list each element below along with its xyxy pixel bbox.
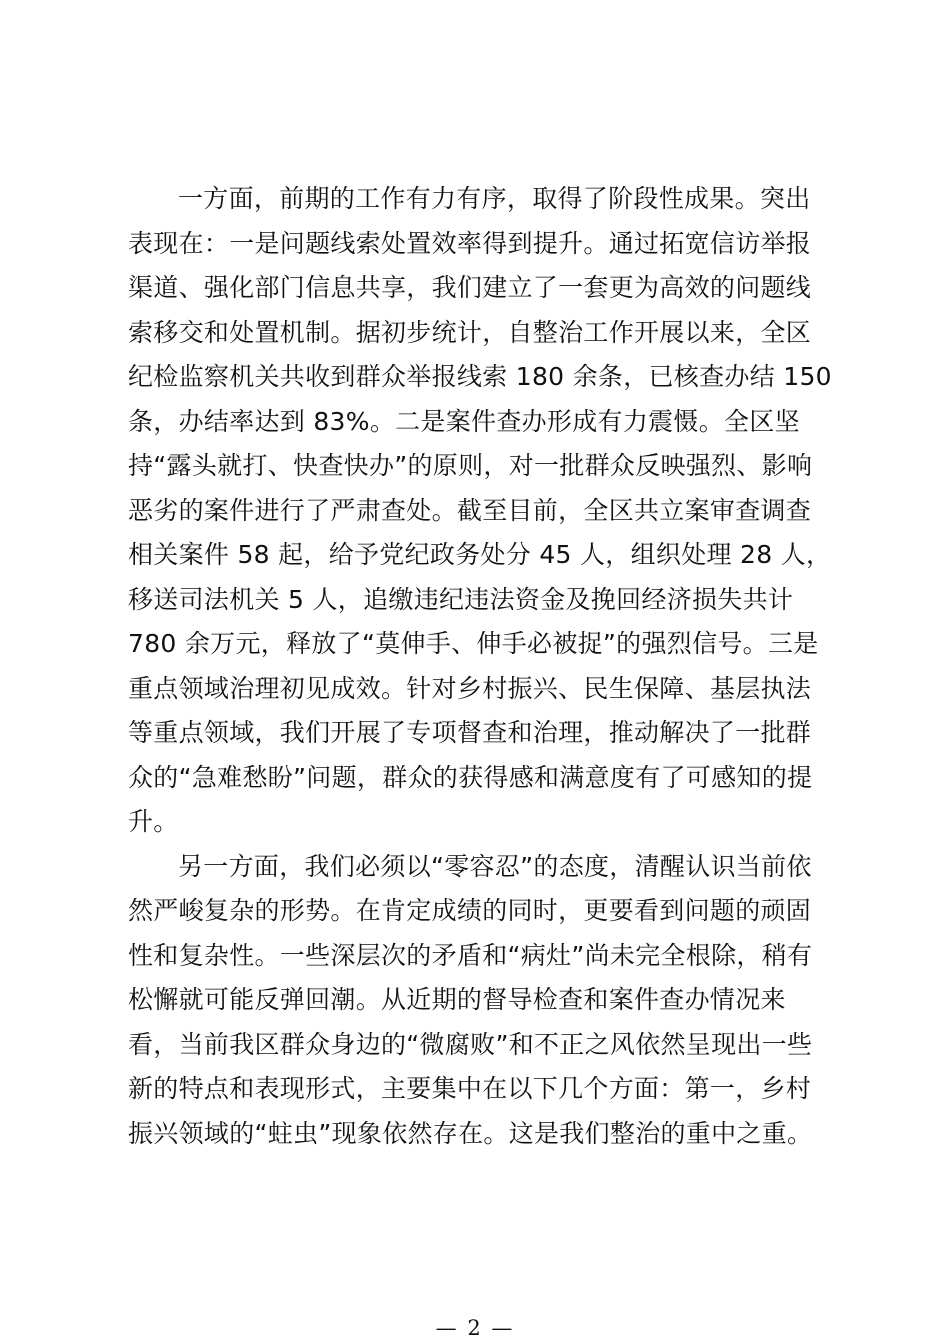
text-line: 看，当前我区群众身边的“微腐败”和不正之风依然呈现出一些 xyxy=(128,1029,813,1059)
text-line: 等重点领域，我们开展了专项督查和治理，推动解决了一批群 xyxy=(128,718,812,747)
text-line: 表现在：一是问题线索处置效率得到提升。通过拓宽信访举报 xyxy=(128,228,812,258)
text-line: 相关案件 58 起，给予党纪政务处分 45 人，组织处理 28 人， xyxy=(128,540,832,569)
text-line: 众的“急难愁盼”问题，群众的获得感和满意度有了可感知的提 xyxy=(128,762,813,792)
text-line: 恶劣的案件进行了严肃查处。截至目前，全区共立案审查调查 xyxy=(128,495,812,525)
text-line: 持“露头就打、快查快办”的原则，对一批群众反映强烈、影响 xyxy=(128,451,813,480)
text-line: 另一方面，我们必须以“零容忍”的态度，清醒认识当前依 xyxy=(178,851,812,881)
text-line: 然严峻复杂的形势。在肯定成绩的同时，更要看到问题的顽固 xyxy=(128,896,812,925)
paragraph-achievements xyxy=(128,177,832,845)
text-line: 新的特点和表现形式，主要集中在以下几个方面：第一，乡村 xyxy=(128,1074,812,1103)
text-line: 纪检监察机关共收到群众举报线索 180 余条，已核查办结 150 xyxy=(128,362,832,391)
text-line: 780 余万元，释放了“莫伸手、伸手必被捉”的强烈信号。三是 xyxy=(128,629,819,658)
text-line: 重点领域治理初见成效。针对乡村振兴、民生保障、基层执法 xyxy=(128,673,812,703)
page-number: — 2 — xyxy=(435,1316,515,1340)
document-body xyxy=(128,177,832,1156)
text-line: 一方面，前期的工作有力有序，取得了阶段性成果。突出 xyxy=(178,184,811,213)
text-line: 升。 xyxy=(128,807,179,836)
text-line: 振兴领域的“蛀虫”现象依然存在。这是我们整治的重中之重。 xyxy=(128,1118,813,1148)
text-line: 松懈就可能反弹回潮。从近期的督导检查和案件查办情况来 xyxy=(128,985,786,1014)
paragraph-situation xyxy=(128,845,828,1157)
text-line: 移送司法机关 5 人，追缴违纪违法资金及挽回经济损失共计 xyxy=(128,584,794,614)
text-line: 索移交和处置机制。据初步统计，自整治工作开展以来，全区 xyxy=(128,317,812,347)
text-line: 条，办结率达到 83%。二是案件查办形成有力震慑。全区坚 xyxy=(128,406,800,436)
text-line: 性和复杂性。一些深层次的矛盾和“病灶”尚未完全根除，稍有 xyxy=(128,940,813,970)
text-line: 渠道、强化部门信息共享，我们建立了一套更为高效的问题线 xyxy=(128,273,812,302)
